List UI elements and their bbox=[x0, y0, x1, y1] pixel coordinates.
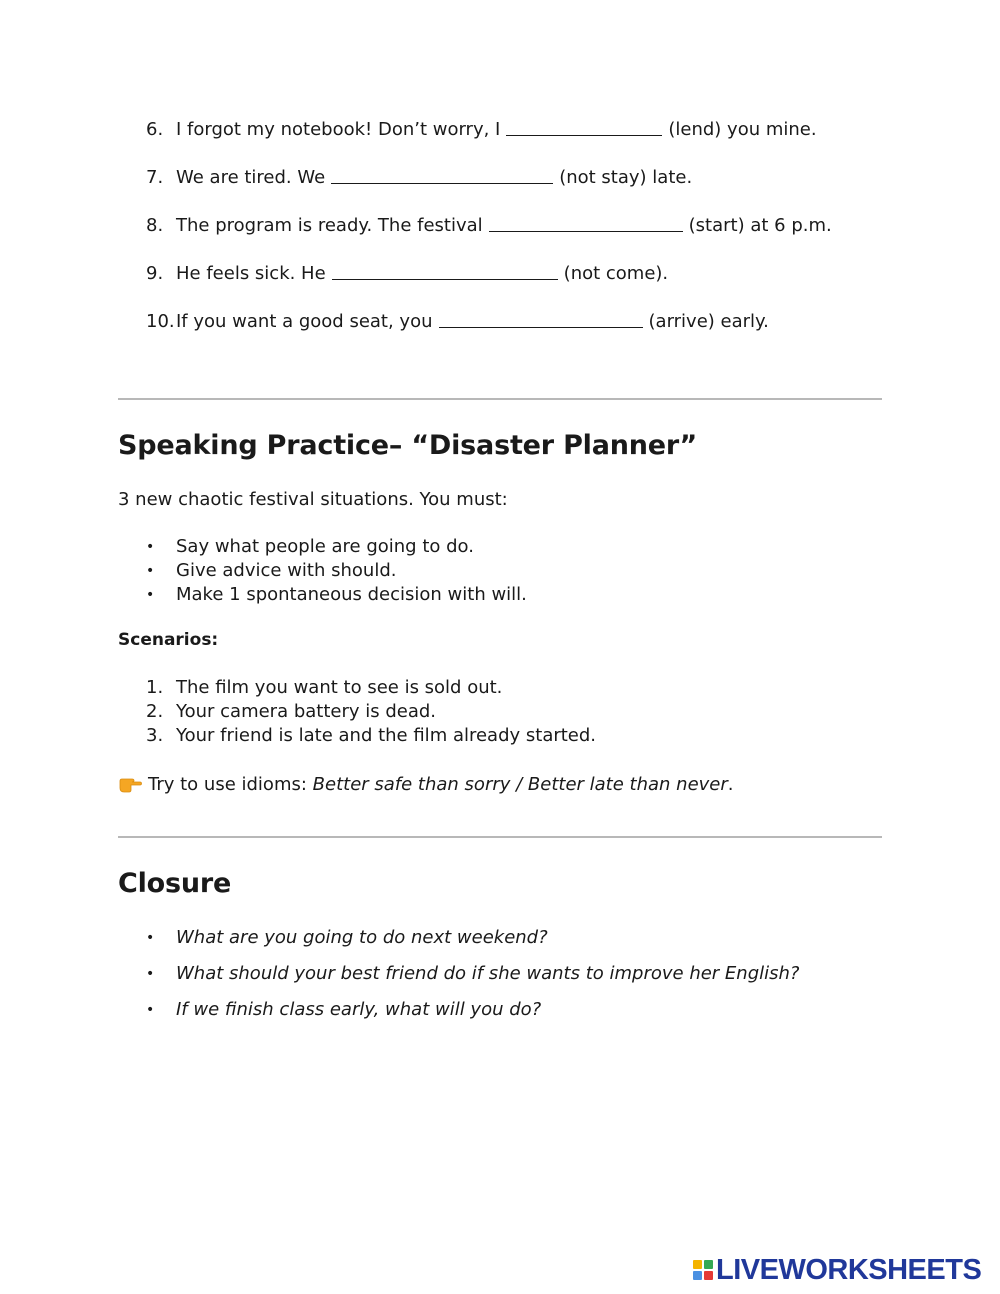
exercise-text: He feels sick. He bbox=[176, 263, 326, 284]
exercise-text: I forgot my notebook! Don’t worry, I bbox=[176, 119, 501, 140]
exercise-verb: (start) at 6 p.m. bbox=[688, 215, 832, 236]
answer-blank[interactable] bbox=[331, 165, 553, 184]
section-divider bbox=[118, 836, 882, 838]
idiom-hint bbox=[118, 772, 734, 798]
hint-idioms: Better safe than sorry / Better late than never bbox=[312, 774, 728, 795]
task-text: Give advice with should. bbox=[176, 560, 397, 581]
scenario-number: 1. bbox=[146, 677, 164, 698]
answer-blank[interactable] bbox=[506, 117, 662, 136]
answer-blank[interactable] bbox=[439, 309, 643, 328]
task-item bbox=[146, 535, 527, 559]
speaking-intro: 3 new chaotic festival situations. You must: bbox=[118, 489, 508, 510]
exercise-number: 6. bbox=[146, 119, 164, 140]
exercise-number: 9. bbox=[146, 263, 164, 284]
exercise-number: 10. bbox=[146, 311, 175, 332]
liveworksheets-logo[interactable] bbox=[693, 1253, 982, 1286]
bullet-icon: • bbox=[146, 966, 155, 982]
exercise-verb: (not come). bbox=[563, 263, 669, 284]
task-text: Make 1 spontaneous decision with will. bbox=[176, 584, 527, 605]
closure-question bbox=[146, 962, 799, 998]
exercise-verb: (arrive) early. bbox=[648, 311, 769, 332]
exercise-number: 8. bbox=[146, 215, 164, 236]
scenario-item bbox=[146, 724, 596, 748]
bullet-icon: • bbox=[146, 539, 155, 555]
scenario-item bbox=[146, 676, 596, 700]
task-item bbox=[146, 559, 527, 583]
closure-question-list bbox=[146, 926, 799, 1034]
answer-blank[interactable] bbox=[489, 213, 683, 232]
closure-title: Closure bbox=[118, 868, 232, 899]
logo-mark-icon bbox=[693, 1260, 713, 1280]
exercise-item bbox=[146, 165, 906, 213]
speaking-title: Speaking Practice– “Disaster Planner” bbox=[118, 430, 698, 461]
bullet-icon: • bbox=[146, 563, 155, 579]
pointing-hand-icon bbox=[118, 773, 142, 793]
exercise-verb: (not stay) late. bbox=[559, 167, 693, 188]
exercise-item bbox=[146, 213, 906, 261]
scenario-list bbox=[146, 676, 596, 748]
question-text: What are you going to do next weekend? bbox=[176, 927, 548, 948]
hint-prefix: Try to use idioms: bbox=[148, 774, 307, 795]
scenario-number: 2. bbox=[146, 701, 164, 722]
logo-text: LIVEWORKSHEETS bbox=[716, 1253, 982, 1286]
exercise-text: We are tired. We bbox=[176, 167, 326, 188]
scenario-item bbox=[146, 700, 596, 724]
scenario-text: Your friend is late and the film already started. bbox=[176, 725, 597, 746]
exercise-text: If you want a good seat, you bbox=[176, 311, 433, 332]
exercise-text: The program is ready. The festival bbox=[176, 215, 483, 236]
exercise-item bbox=[146, 117, 906, 165]
scenario-text: Your camera battery is dead. bbox=[176, 701, 437, 722]
bullet-icon: • bbox=[146, 930, 155, 946]
question-text: What should your best friend do if she wants to improve her English? bbox=[176, 963, 800, 984]
closure-question bbox=[146, 926, 799, 962]
bullet-icon: • bbox=[146, 587, 155, 603]
section-divider bbox=[118, 398, 882, 400]
exercise-item bbox=[146, 261, 906, 309]
question-text: If we finish class early, what will you do? bbox=[176, 999, 542, 1020]
scenario-text: The film you want to see is sold out. bbox=[176, 677, 503, 698]
bullet-icon: • bbox=[146, 1002, 155, 1018]
exercise-number: 7. bbox=[146, 167, 164, 188]
exercise-verb: (lend) you mine. bbox=[668, 119, 817, 140]
scenarios-label: Scenarios: bbox=[118, 630, 219, 650]
exercise-item bbox=[146, 309, 906, 357]
task-item bbox=[146, 583, 527, 607]
task-list bbox=[146, 535, 527, 607]
scenario-number: 3. bbox=[146, 725, 164, 746]
task-text: Say what people are going to do. bbox=[176, 536, 474, 557]
exercise-list bbox=[146, 117, 906, 357]
answer-blank[interactable] bbox=[332, 261, 558, 280]
hint-end: . bbox=[727, 774, 734, 795]
closure-question bbox=[146, 998, 799, 1034]
